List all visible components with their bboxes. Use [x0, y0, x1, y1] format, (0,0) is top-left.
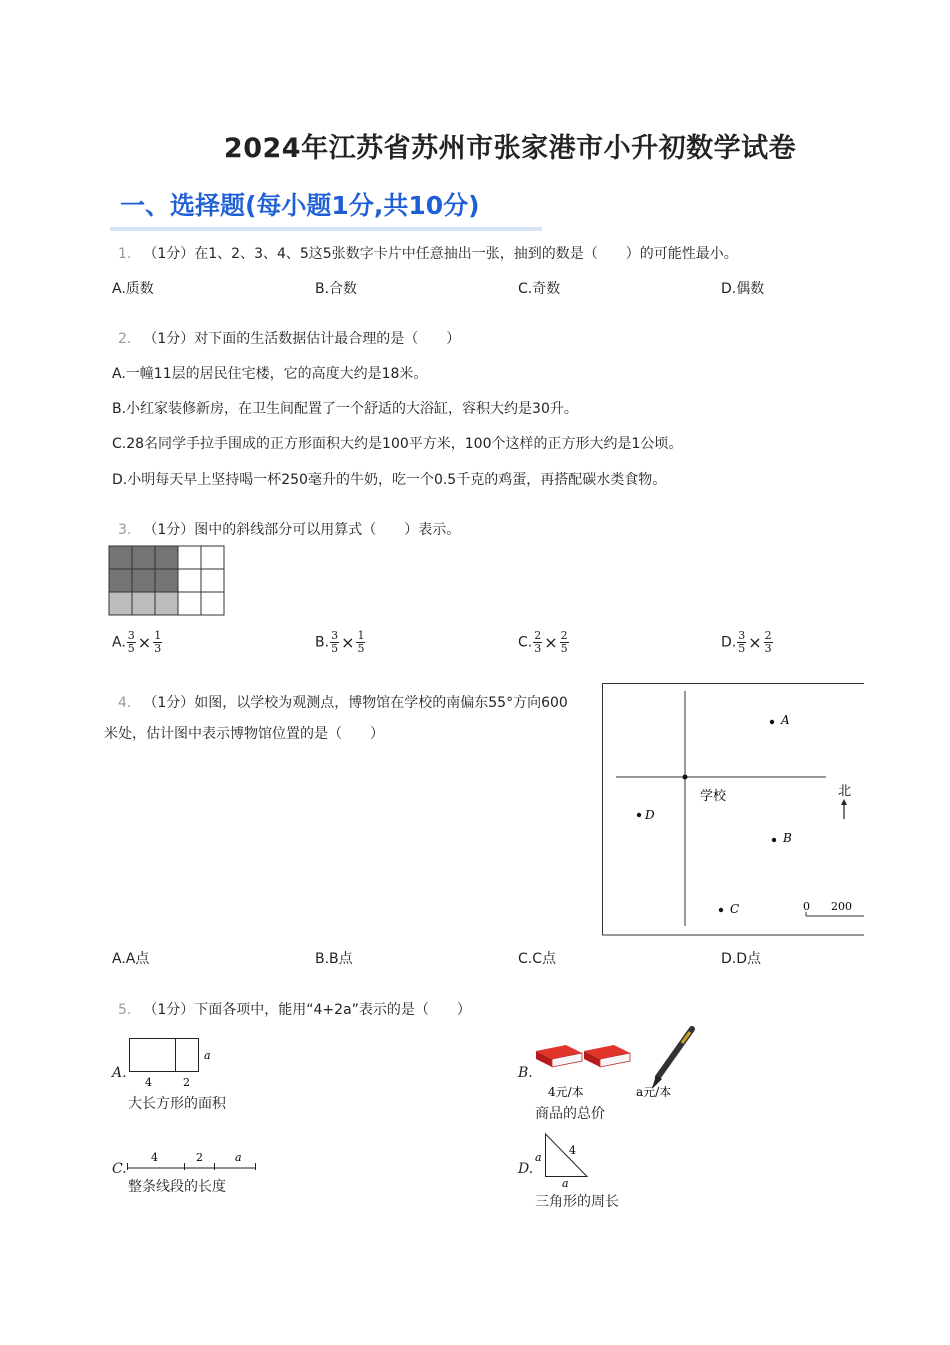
- grid-cell: [201, 592, 224, 615]
- scale-zero-label: 0: [803, 900, 810, 913]
- q2-option-d[interactable]: D.小明每天早上坚持喝一杯250毫升的牛奶，吃一个0.5千克的鸡蛋，再搭配碳水类食物。: [112, 472, 667, 488]
- big-rectangle: [130, 1039, 199, 1072]
- q5-option-b-goods-figure[interactable]: [532, 1025, 702, 1105]
- right-triangle: [546, 1134, 588, 1177]
- grid-cell: [155, 546, 178, 569]
- q1-option-c[interactable]: C.奇数: [518, 281, 561, 297]
- q5-option-d-caption: 三角形的周长: [535, 1194, 619, 1210]
- q3-option-c[interactable]: C. $\frac{2}{3}$ × $\frac{2}{5}$: [518, 629, 568, 655]
- question-number: 4.: [118, 695, 132, 711]
- q5-option-d-triangle-figure[interactable]: [532, 1130, 596, 1190]
- q5-option-c-caption: 整条线段的长度: [128, 1179, 226, 1195]
- question-text: （1分）在1、2、3、4、5这5张数字卡片中任意抽出一张，抽到的数是（ ）的可能性最小。: [143, 246, 738, 262]
- question-number: 3.: [118, 522, 132, 538]
- q4-option-b[interactable]: B.B点: [315, 951, 353, 967]
- grid-cell: [109, 546, 132, 569]
- q4-option-a[interactable]: A.A点: [112, 951, 150, 967]
- grid-cell: [109, 569, 132, 592]
- q5-option-a-caption: 大长方形的面积: [128, 1096, 226, 1112]
- q1-option-b[interactable]: B.合数: [315, 281, 358, 297]
- question-4-line-2: 米处，估计图中表示博物馆位置的是（ ）: [104, 726, 384, 742]
- q5-option-a-letter[interactable]: A.: [112, 1065, 127, 1081]
- triangle-side-label: a: [535, 1151, 542, 1164]
- grid-cell: [132, 592, 155, 615]
- grid-cell: [155, 592, 178, 615]
- q1-option-d[interactable]: D.偶数: [721, 281, 765, 297]
- school-label: 学校: [700, 789, 727, 804]
- page-title: 2024年江苏省苏州市张家港市小升初数学试卷: [223, 133, 797, 164]
- red-book-icon: [584, 1045, 630, 1067]
- question-number: 2.: [118, 331, 132, 347]
- grid-cell: [178, 569, 201, 592]
- red-book-icon: [536, 1045, 582, 1067]
- rect-height-label: a: [204, 1049, 211, 1062]
- q3-option-a[interactable]: A. $\frac{3}{5}$ × $\frac{1}{3}$: [112, 629, 162, 655]
- q2-option-b[interactable]: B.小红家装修新房，在卫生间配置了一个舒适的大浴缸，容积大约是30升。: [112, 401, 578, 417]
- point-b-label: B: [783, 831, 792, 845]
- rect-width-1-label: 4: [145, 1076, 152, 1089]
- question-2: [118, 328, 460, 348]
- segment-2-label: 2: [196, 1151, 203, 1164]
- question-number: 1.: [118, 246, 132, 262]
- point-c-dot: [719, 908, 723, 912]
- question-text: （1分）图中的斜线部分可以用算式（ ）表示。: [143, 522, 461, 538]
- triangle-hypotenuse-label: 4: [569, 1144, 576, 1157]
- grid-cell: [132, 546, 155, 569]
- q3-option-d[interactable]: D. $\frac{3}{5}$ × $\frac{2}{3}$: [721, 629, 772, 655]
- point-d-dot: [637, 813, 641, 817]
- book-price-label: 4元/本: [548, 1085, 584, 1099]
- section-underline: [110, 227, 542, 231]
- grid-cell: [178, 592, 201, 615]
- school-point: [683, 775, 688, 780]
- question-4-line-1: [118, 692, 568, 712]
- point-a-dot: [770, 720, 774, 724]
- direction-map: [602, 683, 864, 936]
- q4-option-d[interactable]: D.D点: [721, 951, 762, 967]
- q4-option-c[interactable]: C.C点: [518, 951, 557, 967]
- rect-width-2-label: 2: [183, 1076, 190, 1089]
- north-label: 北: [838, 784, 852, 799]
- grid-cell: [178, 546, 201, 569]
- q1-option-a[interactable]: A.质数: [112, 281, 154, 297]
- grid-cell: [109, 592, 132, 615]
- q5-option-b-caption: 商品的总价: [535, 1106, 605, 1122]
- point-b-dot: [772, 838, 776, 842]
- shaded-grid-figure: [108, 545, 226, 617]
- point-c-label: C: [730, 902, 740, 916]
- question-1: [118, 243, 738, 263]
- north-arrowhead-icon: [841, 799, 847, 805]
- triangle-base-label: a: [562, 1177, 569, 1190]
- question-text: （1分）下面各项中，能用“4+2a”表示的是（ ）: [143, 1002, 471, 1018]
- scale-200-label: 200: [831, 900, 852, 913]
- segment-3-label: a: [235, 1151, 242, 1164]
- q5-option-b-letter[interactable]: B.: [518, 1065, 533, 1081]
- q2-option-a[interactable]: A.一幢11层的居民住宅楼，它的高度大约是18米。: [112, 366, 428, 382]
- segment-1-label: 4: [151, 1151, 158, 1164]
- pen-icon: [652, 1029, 692, 1089]
- grid-cell: [201, 569, 224, 592]
- grid-cell: [155, 569, 178, 592]
- question-number: 5.: [118, 1002, 132, 1018]
- question-text: （1分）如图，以学校为观测点，博物馆在学校的南偏东55°方向600: [143, 695, 568, 711]
- grid-cell: [201, 546, 224, 569]
- grid-cell: [132, 569, 155, 592]
- question-5: [118, 999, 471, 1019]
- q2-option-c[interactable]: C.28名同学手拉手围成的正方形面积大约是100平方米，100个这样的正方形大约是1公顷。: [112, 436, 683, 452]
- q5-option-d-letter[interactable]: D.: [518, 1161, 534, 1177]
- q5-option-a-rectangle-figure[interactable]: [126, 1036, 216, 1092]
- question-text: （1分）对下面的生活数据估计最合理的是（ ）: [143, 331, 461, 347]
- point-a-label: A: [781, 713, 790, 727]
- q3-option-b[interactable]: B. $\frac{3}{5}$ × $\frac{1}{5}$: [315, 629, 365, 655]
- q5-option-c-segment-figure[interactable]: [124, 1148, 264, 1178]
- section-title: 一、选择题(每小题1分,共10分): [120, 191, 480, 220]
- q5-option-c-letter[interactable]: C.: [112, 1161, 127, 1177]
- pen-price-label: a元/本: [636, 1085, 672, 1099]
- question-3: [118, 519, 460, 539]
- point-d-label: D: [645, 808, 655, 822]
